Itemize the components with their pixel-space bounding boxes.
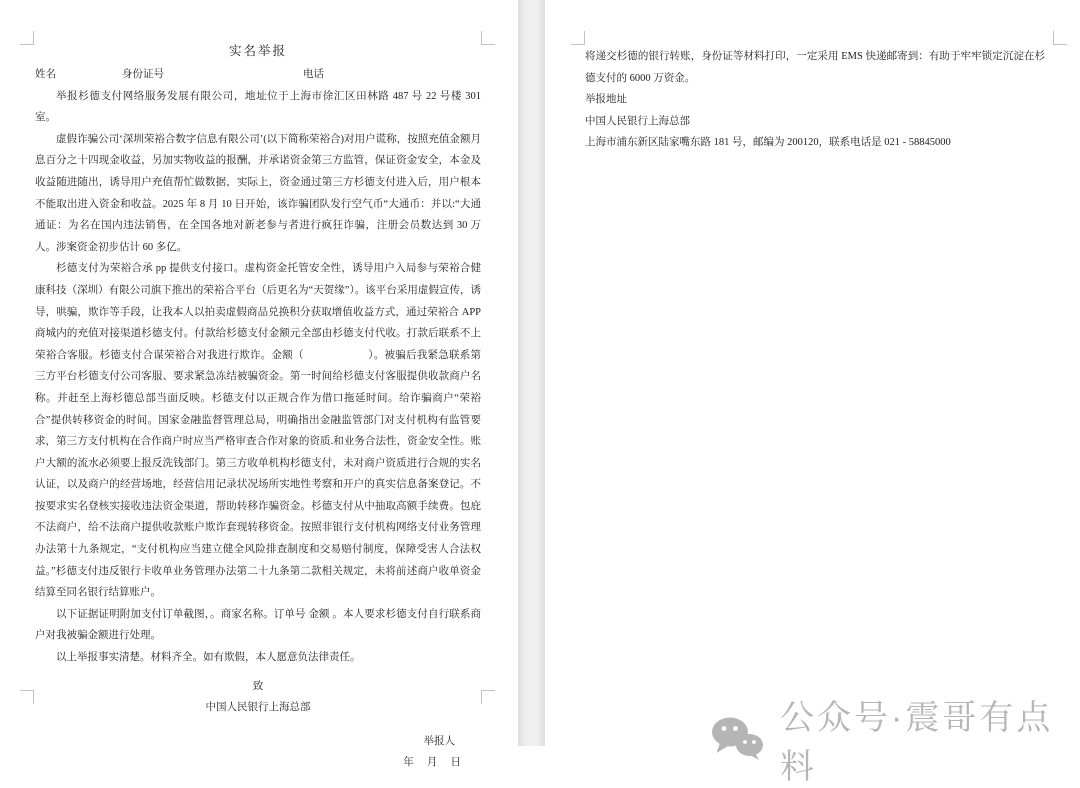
paragraph[interactable]: 以上举报事实清楚。材料齐全。如有欺假，本人愿意负法律责任。 [56,652,361,664]
date-line: 年 月 日 [403,757,461,769]
reporter-label: 举报人 [423,735,455,747]
id-field-label[interactable]: 身份证号 [122,69,164,80]
paragraph[interactable]: 杉德支付为荣裕合承 pp 提供支付接口。虚构资金托管安全性，诱导用户入局参与荣裕合健康科技（深圳）有限公司旗下推出的荣裕合平台（后更名为“天贺缘”）。该平台采用虚假宣传，诱导，哄骗，欺诈等手段，让我本人以拍卖虚假商品兑换积分获取增值收益方式，通过荣裕合 APP 商城内的充值对接渠道杉德支付。付款给杉德支付金额元全部由杉德支付代收。打款后联系不上荣裕合客服。杉德支付合谋荣裕合对我进行欺诈。金额（ ）。被骗后我紧急联系第三方平台杉德支付公司客服、要求紧急冻结被骗资金。第一时间给杉德支付客服提供收款商户名称。并赶至上海杉德总部当面反映。杉德支付以正规合作为借口拖延时间。给诈骗商户“荣裕合”提供转移资金的时间。国家金融监督管理总局，明确指出金融监管部门对支付机构有监管要求，第三方支付机构在合作商户时应当严格审查合作对象的资质.和业务合法性，资金安全性。账户大额的流水必须要上报反洗钱部门。第三方收单机构杉德支付，未对商户资质进行合规的实名认证，以及商户的经营场地，经营信用记录状况场所实地性考察和开户的真实信息备案登记。不按要求实名登核实接收违法资金渠道，帮助转移诈骗资金。杉德支付从中抽取高额手续费。包庇不法商户，给不法商户提供收款账户欺诈套现转移资金。按照非银行支付机构网络支付业务管理办法第十九条规定，“支付机构应当建立健全风险排查制度和交易赔付制度，保障受害人合法权益。”杉德支付违反银行卡收单业务管理办法第二十九条第二款相关规定，未将前述商户收单资金结算至同名银行结算账户。 [35,263,481,599]
form-fields-row [35,64,481,86]
doc-title: 实名举报 [228,44,287,58]
paragraph[interactable]: 以下证据证明附加支付订单截图，。商家名称。订单号 金额 。本人要求杉德支付自行联系商户对我被骗金额进行处理。 [35,608,481,642]
closing-recipient: 中国人民银行上海总部 [205,702,311,714]
paragraph[interactable]: 虚假诈骗公司‘深圳荣裕合数字信息有限公司’(以下简称荣裕合)对用户谎称，按照充值金额月息百分之十四现金收益，另加实物收益的报酬，并承诺资金第三方监管，保证资金安全，本金及收益随进随出，诱导用户充值帮忙做数据，实际上，资金通过第三方杉德支付进入后，用户根本不能取出进入资金和收益。2025 年 8 月 10 日开始，该诈骗团队发行空气币“大通币：并以:“大通通证：为名在国内违法销售，在全国各地对新老参与者进行疯狂诈骗，注册会员数达到 30 万人。涉案资金初步估计 60 多亿。 [35,133,481,253]
page-1-text-column[interactable] [35,40,481,774]
closing-salute: 致 [252,680,264,692]
watermark-text: 公众号·震哥有点料 [780,699,1054,786]
phone-field-label[interactable]: 电话 [303,69,324,80]
wechat-icon [710,716,766,762]
paragraph[interactable]: 举报杉德支付网络服务发展有限公司，地址位于上海市徐汇区田林路 487 号 22 号楼 301 室。 [35,90,481,124]
name-field-label[interactable]: 姓名 [35,69,56,80]
page-2-text-column[interactable] [585,46,1045,154]
paragraph[interactable]: 中国人民银行上海总部 [585,115,690,127]
crop-mark-top-left [571,31,585,45]
crop-mark-top-right [1053,31,1067,45]
crop-mark-top-left [20,31,34,45]
page-gutter [518,0,545,746]
crop-mark-bottom-left [20,690,34,704]
paragraph[interactable]: 将递交杉德的银行转账，身份证等材料打印，一定采用 EMS 快递邮寄到：有助于牢牢锁定沉淀在杉德支付的 6000 万资金。 [585,51,1045,84]
page-1[interactable] [0,0,518,769]
crop-mark-bottom-right [481,690,495,704]
page-2[interactable] [545,0,1080,746]
paragraph[interactable]: 上海市浦东新区陆家嘴东路 181 号，邮编为 200120，联系电话是 021 - 58845000 [585,137,951,149]
watermark [710,690,1080,788]
crop-mark-top-right [481,31,495,45]
paragraph[interactable]: 举报地址 [585,94,627,106]
